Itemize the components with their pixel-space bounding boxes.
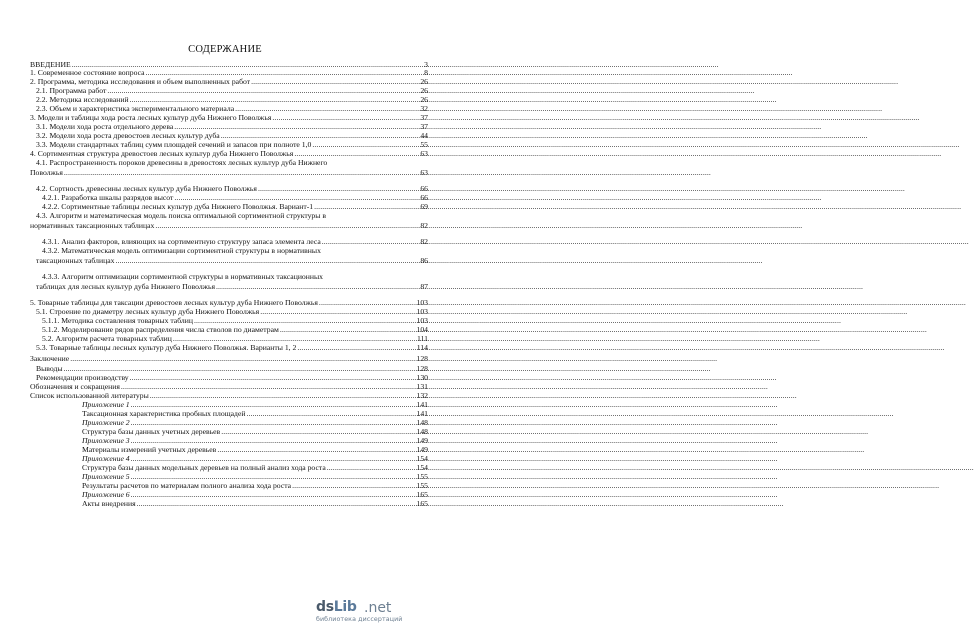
dot-leader: [131, 418, 416, 427]
toc-entry-page: 114: [416, 343, 428, 352]
toc-entry-label: Акты внедрения: [82, 499, 136, 508]
toc-entry-label: 1. Современное состояние вопроса: [30, 68, 145, 77]
toc-entry-label: Приложение 5: [82, 472, 130, 481]
toc-entry[interactable]: [30, 211, 428, 230]
toc-entry-label: 4.2.1. Разработка шкалы разрядов высот: [42, 193, 174, 202]
dot-leader: [146, 68, 424, 77]
dot-leader: [221, 131, 420, 140]
toc-entry-page: 131: [416, 382, 428, 391]
toc-entry-page: 103: [416, 316, 428, 325]
toc-entry-page: 149: [416, 436, 428, 445]
logo-ds: ds: [316, 599, 334, 615]
toc-entry-page: 3: [424, 60, 428, 69]
logo-net: .net: [364, 600, 392, 616]
dot-leader: [174, 193, 419, 202]
toc-entry-page: 44: [420, 131, 428, 140]
toc-entry-label: Структура базы данных модельных деревьев на полный анализ хода роста: [82, 463, 326, 472]
dot-leader: [107, 86, 419, 95]
toc-entry-page: 165: [416, 490, 428, 499]
toc-entry-page: 149: [416, 445, 428, 454]
dot-leader: [115, 256, 419, 265]
dot-leader: [131, 454, 416, 463]
toc-entry-label: 2.3. Объем и характеристика экспериментального материала: [36, 104, 235, 113]
toc-entry-label: Список использованной литературы: [30, 391, 149, 400]
toc-entry-label-line1: 4.3.3. Алгоритм оптимизации сортиментной структуры в нормативных таксационных: [42, 272, 324, 281]
toc-entry-page: 26: [420, 77, 428, 86]
toc-entry-label: 5.1. Строение по диаметру лесных культур дуба Нижнего Поволжья: [36, 307, 260, 316]
logo-lib: Lib: [333, 599, 357, 615]
toc-entry-page: 103: [416, 307, 428, 316]
dot-leader: [137, 499, 416, 508]
toc-entry-page: 141: [416, 409, 428, 418]
dot-leader: [258, 184, 419, 193]
toc-entry-label: 4.2.2. Сортиментные таблицы лесных культур дуба Нижнего Поволжья. Вариант-1: [42, 202, 314, 211]
dslib-watermark: [316, 599, 436, 625]
toc-entry-page: 63: [420, 167, 428, 177]
toc-entry-label: 3. Модели и таблицы хода роста лесных культур дуба Нижнего Поволжья: [30, 113, 272, 122]
toc-entry-page: 32: [420, 104, 428, 113]
dot-leader: [121, 382, 416, 391]
toc-entry-label: 4.3.1. Анализ факторов, влияющих на сортиментную структуру запаса элемента леса: [42, 237, 321, 246]
dot-leader: [131, 472, 416, 481]
toc-entry-page: 82: [420, 237, 428, 246]
toc-entry[interactable]: [36, 272, 428, 291]
toc-entry-label: Приложение 1: [82, 400, 130, 409]
toc-entry-label: 3.2. Модели хода роста древостоев лесных культур дуба: [36, 131, 220, 140]
toc-entry-page: 37: [420, 113, 428, 122]
dot-leader: [322, 237, 420, 246]
dot-leader: [217, 445, 415, 454]
toc-entry-page: 132: [416, 391, 428, 400]
toc-entry-label: Приложение 6: [82, 490, 130, 499]
toc-entry[interactable]: [82, 499, 428, 509]
dot-leader: [64, 364, 416, 373]
toc-entry-label: Приложение 3: [82, 436, 130, 445]
toc-entry-label: Структура базы данных учетных деревьев: [82, 427, 221, 436]
toc-entry-label: Таксационная характеристика пробных площадей: [82, 409, 246, 418]
dot-leader: [327, 463, 416, 472]
toc-entry-label-line2: нормативных таксационных таблицах: [30, 220, 155, 230]
toc-entry-page: 148: [416, 418, 428, 427]
toc-entry-label: 3.1. Модели хода роста отдельного дерева: [36, 122, 174, 131]
toc-entry-label: Материалы измерений учетных деревьев: [82, 445, 217, 454]
toc-entry-page: 66: [420, 193, 428, 202]
dot-leader: [246, 409, 415, 418]
toc-entry-page: 104: [416, 325, 428, 334]
toc-entry-page: 128: [416, 354, 428, 363]
dot-leader: [221, 427, 415, 436]
toc-entry-label-line2: Поволжья: [30, 167, 63, 177]
dot-leader: [173, 334, 416, 343]
toc-entry-page: 155: [416, 472, 428, 481]
toc-entry-page: 111: [417, 334, 428, 343]
toc-entry-page: 87: [420, 281, 428, 291]
toc-entry-page: 26: [420, 86, 428, 95]
dot-leader: [64, 168, 419, 177]
dot-leader: [292, 481, 415, 490]
toc-entry-label: 5.3. Товарные таблицы лесных культур дуба Нижнего Поволжья. Варианты 1, 2: [36, 343, 297, 352]
toc-entry-page: 103: [416, 298, 428, 307]
toc-entry-page: 141: [416, 400, 428, 409]
toc-entry-label: Заключение: [30, 354, 70, 363]
toc-entry-page: 155: [416, 481, 428, 490]
toc-entry[interactable]: [36, 246, 428, 265]
toc-entry[interactable]: [36, 343, 428, 353]
toc-entry-page: 148: [416, 427, 428, 436]
document-page: [0, 0, 450, 637]
toc-entry-label: Приложение 2: [82, 418, 130, 427]
dot-leader: [216, 282, 419, 291]
toc-entry-label: Результаты расчетов по материалам полного анализа хода роста: [82, 481, 292, 490]
dot-leader: [70, 354, 415, 363]
toc-entry-label: Рекомендации производству: [36, 373, 129, 382]
dot-leader: [131, 436, 416, 445]
dot-leader: [312, 140, 419, 149]
dot-leader: [130, 95, 420, 104]
dot-leader: [314, 202, 419, 211]
toc-entry-page: 26: [420, 95, 428, 104]
toc-entry-page: 82: [420, 220, 428, 230]
dot-leader: [297, 343, 415, 352]
toc-entry-label: 3.3. Модели стандартных таблиц сумм площадей сечений и запасов при полноте 1,0: [36, 140, 312, 149]
toc-entry-label: ВВЕДЕНИЕ: [30, 60, 71, 69]
dot-leader: [155, 221, 419, 230]
toc-entry-label-line1: 4.1. Распространенность пороков древесины в древостоях лесных культур дуба Нижнего: [36, 158, 328, 167]
toc-entry-page: 63: [420, 149, 428, 158]
dot-leader: [174, 122, 419, 131]
toc-entry[interactable]: [30, 354, 428, 364]
toc-entry-page: 130: [416, 373, 428, 382]
dot-leader: [131, 490, 416, 499]
dot-leader: [194, 316, 415, 325]
dot-leader: [235, 104, 419, 113]
toc-entry-label: 5.1.1. Методика составления товарных таблиц: [42, 316, 193, 325]
toc-entry-label: 2.2. Методика исследований: [36, 95, 129, 104]
toc-entry-label-line1: 4.3.2. Математическая модель оптимизации сортиментной структуры в нормативных: [42, 246, 321, 255]
dot-leader: [294, 149, 419, 158]
toc-entry-label: Обозначения и сокращения: [30, 382, 120, 391]
dot-leader: [260, 307, 415, 316]
toc-entry-label: Приложение 4: [82, 454, 130, 463]
toc-entry-label: 4. Сортиментная структура древостоев лесных культур дуба Нижнего Поволжья: [30, 149, 294, 158]
toc-entry-label: 5.1.2. Моделирование рядов распределения числа стволов по диаметрам: [42, 325, 279, 334]
toc-entry-page: 37: [420, 122, 428, 131]
toc-entry-label: Выводы: [36, 364, 63, 373]
toc-entry-page: 8: [424, 68, 428, 77]
dot-leader: [280, 325, 416, 334]
toc-entry-page: 69: [420, 202, 428, 211]
dot-leader: [251, 77, 419, 86]
page-title: СОДЕРЖАНИЕ: [188, 44, 262, 55]
toc-entry-page: 128: [416, 364, 428, 373]
toc-entry-label-line2: таблицах для лесных культур дуба Нижнего Поволжья: [36, 281, 216, 291]
toc-entry-page: 86: [420, 255, 428, 265]
watermark-subtitle: библиотека диссертаций: [316, 616, 403, 623]
toc-entry-label: 2. Программа, методика исследования и объем выполненных работ: [30, 77, 251, 86]
toc-entry-page: 66: [420, 184, 428, 193]
toc-entry-page: 55: [420, 140, 428, 149]
toc-entry-label: 5.2. Алгоритм расчета товарных таблиц: [42, 334, 172, 343]
toc-entry-page: 154: [416, 454, 428, 463]
toc-entry-label-line1: 4.3. Алгоритм и математическая модель поиска оптимальной сортиментной структуры в: [36, 211, 326, 220]
toc-entry[interactable]: [30, 158, 428, 177]
dot-leader: [150, 391, 416, 400]
toc-entry-label: 5. Товарные таблицы для таксации древостоев лесных культур дуба Нижнего Поволжья: [30, 298, 318, 307]
dot-leader: [319, 298, 416, 307]
toc-entry-page: 154: [416, 463, 428, 472]
dot-leader: [130, 373, 416, 382]
toc-entry-label-line2: таксационных таблицах: [36, 255, 115, 265]
dot-leader: [272, 113, 419, 122]
toc-entry-label: 2.1. Программа работ: [36, 86, 107, 95]
dslib-logo: [316, 599, 362, 615]
dot-leader: [131, 400, 416, 409]
toc-entry-page: 165: [416, 499, 428, 508]
toc-entry-label: 4.2. Сортность древесины лесных культур дуба Нижнего Поволжья: [36, 184, 257, 193]
